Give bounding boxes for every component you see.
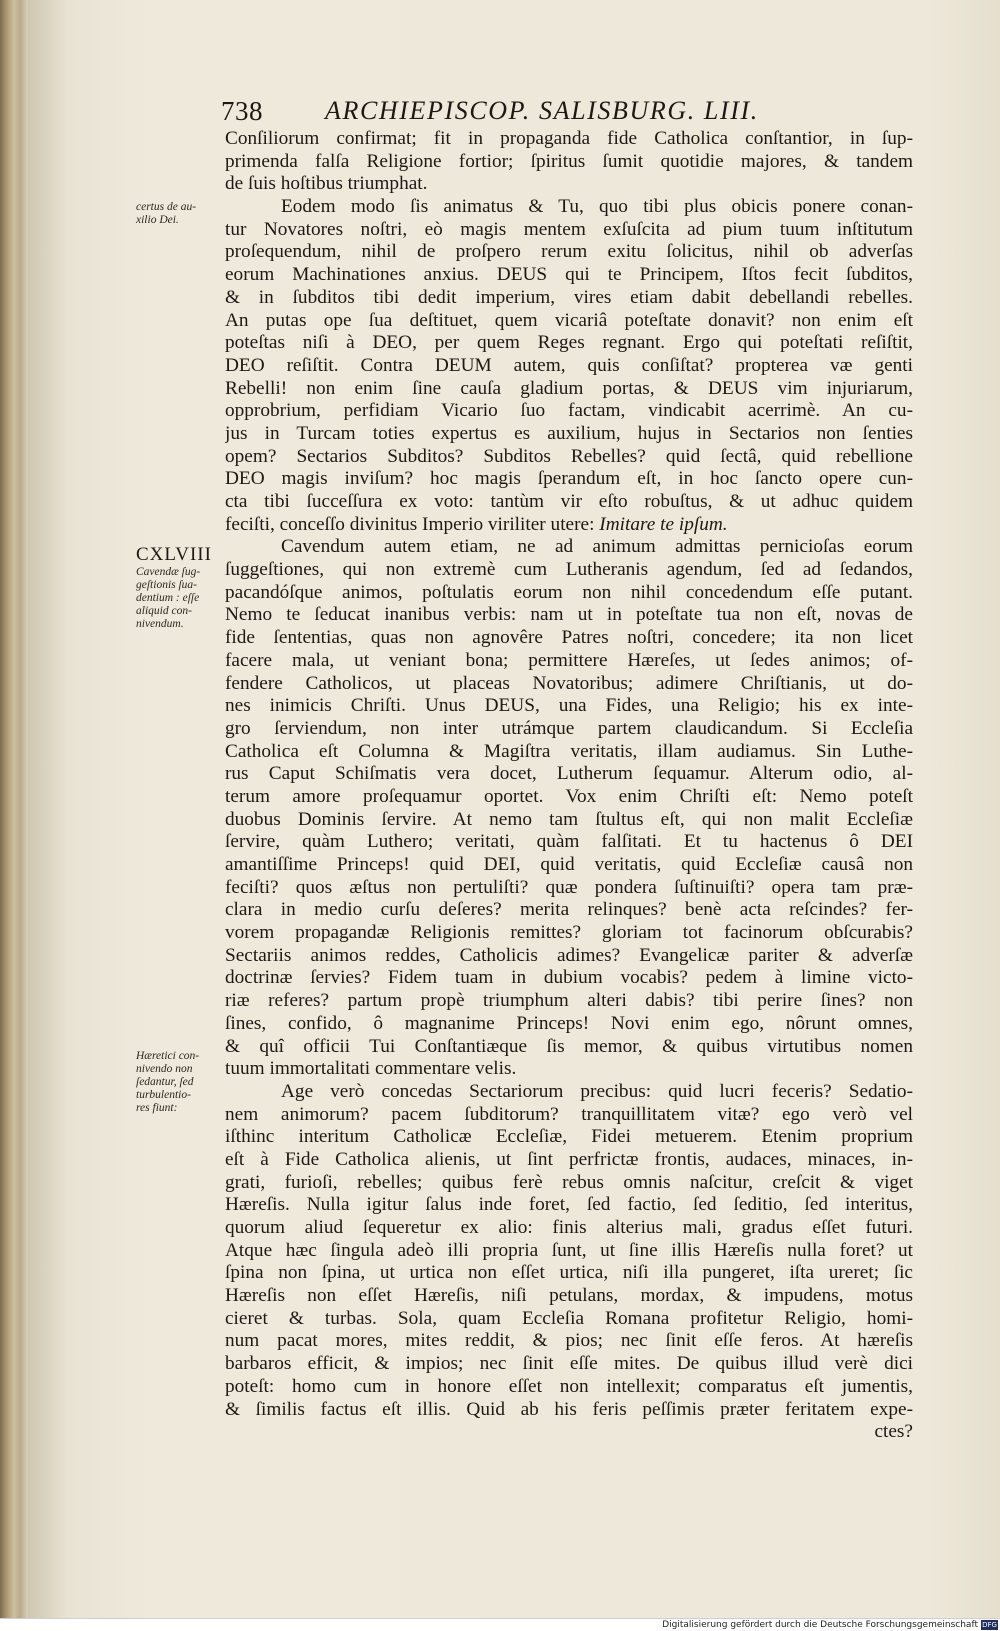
text-line: poteſtas niſi à DEO, per quem Reges regnant. Ergo qui poteſtati reſiſtit,: [225, 332, 913, 354]
text-line: & quî officii Tui Conſtantiæque ſis memor, & quibus virtutibus nomen: [225, 1035, 913, 1057]
text-line: iſthinc interitum Catholicæ Eccleſiæ, Fidei metuerem. Etenim proprium: [225, 1126, 913, 1148]
text-line: ſuggeſtiones, qui non extremè cum Lutheranis agendum, ſed ad ſedandos,: [225, 559, 913, 581]
text-line: pacandóſque animos, poſtulatis eorum non nihil concedendum eſſe putant.: [225, 581, 913, 603]
catchword: ctes?: [874, 1421, 913, 1443]
text-line: riæ referes? partum propè triumphum alteri dabis? tibi perire ſines? non: [225, 990, 913, 1012]
text-line: eſt à Fide Catholica alienis, ut ſint perfrictæ frontis, audaces, minaces, in-: [225, 1148, 913, 1170]
page-header: [221, 96, 921, 128]
text-line: poteſt: homo cum in honore eſſet non intellexit; comparatus eſt jumentis,: [225, 1375, 913, 1397]
text-line: Catholica eſt Columna & Magiſtra veritatis, illam audiamus. Sin Luthe-: [225, 740, 913, 762]
text-line: proſequendum, nihil de proſpero rerum exitu ſolicitus, nihil ob adverſas: [225, 241, 913, 263]
text-line: fide ſententias, quas non agnovêre Patres noſtri, concedere; ita non licet: [225, 627, 913, 649]
section-number: CXLVIII: [136, 544, 212, 565]
text-line: DEO reſiſtit. Contra DEUM autem, quis conſiſtat? propterea væ genti: [225, 354, 913, 376]
text-line: terum amore proſequamur oportet. Vox enim Chriſti eſt: Nemo poteſt: [225, 785, 913, 807]
text-line: fendere Catholicos, ut placeas Novatoribus; adimere Chriſtianis, ut do-: [225, 672, 913, 694]
margin-note-cavendae: Cavendæ ſug- geſtionis ſua- dentium : eſſe aliquid con- nivendum.: [136, 566, 201, 630]
text-line: Nemo te ſeducat inanibus verbis: nam ut in poteſtate tua non eſt, novas de: [225, 604, 913, 626]
text-line: tur Novatores noſtri, eò magis mentem exſuſcita ad pium tuum inſtitutum: [225, 218, 913, 240]
text-line: vorem propagandæ Religionis remittes? gloriam tot facinorum obſcurabis?: [225, 922, 913, 944]
text-line: Hæreſis. Nulla igitur ſalus inde foret, ſed factio, ſed ſeditio, ſed interitus,: [225, 1194, 913, 1216]
text-line: nes inimicis Chriſti. Unus DEUS, una Fides, una Religio; his ex inte-: [225, 695, 913, 717]
text-line: quorum aliud ſequeretur ex alio: finis alterius mali, gradus eſſet futuri.: [225, 1217, 913, 1238]
text-line: & in ſubditos tibi dedit imperium, vires etiam dabit debellandi rebelles.: [225, 286, 913, 308]
book-binding-edge: [0, 0, 28, 1618]
text-line: facere mala, ut veniant bona; permittere Hæreſes, ut ſedes animos; of-: [225, 649, 913, 671]
text-line: grati, furioſi, rebelles; quibus ferè rebus omnis naſcitur, creſcit & viget: [225, 1171, 913, 1193]
text-line: DEO magis inviſum? hoc magis ſperandum eſt, in hoc ſancto opere cun-: [225, 468, 913, 490]
text-line: ſervire, quàm Luthero; veritati, quàm falſitati. Et tu hactenus ô DEI: [225, 831, 913, 853]
text-line: primenda falſa Religione fortior; ſpiritus ſumit quotidie majores, & tandem: [225, 150, 913, 172]
text-line: Sectariis animos reddes, Catholicis adimes? Evangelicæ pariter & adverſæ: [225, 944, 913, 966]
text-line: Hæreſis non eſſet Hæreſis, niſi petulans, mordax, & impudens, motus: [225, 1285, 913, 1307]
text-line: amantiſſime Princeps! quid DEI, quid veritatis, quid Eccleſiæ causâ non: [225, 854, 913, 875]
text-line: nem animorum? pacem ſubditorum? tranquillitatem vitæ? ego verò vel: [225, 1103, 913, 1125]
text-line: opprobrium, perfidiam Vicario ſuo factam, vindicabit acerrimè. An cu-: [225, 400, 913, 422]
margin-note-certus: certus de au- xilio Dei.: [136, 201, 197, 226]
text-line: num pacat mores, mites reddit, & pios; nec ſinit eſſe feros. At hæreſis: [225, 1330, 913, 1352]
text-line: Cavendum autem etiam, ne ad animum admittas pernicioſas eorum: [281, 536, 913, 558]
text-line: cta tibi ſucceſſura ex voto: tantùm vir eſto robuſtus, & ut adhuc quidem: [225, 491, 913, 512]
text-line: rus Caput Schiſmatis vera docet, Lutherum ſequamur. Alterum odio, al-: [225, 763, 913, 785]
italic-quote: Imitare te ipſum.: [599, 513, 728, 535]
text-line: & ſimilis factus eſt illis. Quid ab his feris peſſimis præter feritatem expe-: [225, 1398, 913, 1420]
text-line: An putas ope ſua deſtituet, quem vicariâ poteſtate donavit? non enim eſt: [225, 309, 913, 331]
text-line: Age verò concedas Sectariorum precibus: quid lucri feceris? Sedatio-: [281, 1080, 913, 1102]
text-line: feciſti, conceſſo divinitus Imperio viriliter utere: Imitare te ipſum.: [225, 513, 728, 535]
text-line: tuum immortalitati commentare velis.: [225, 1058, 517, 1080]
text-line: duobus Dominis ſervire. At nemo tam ſtultus eſt, qui non malit Eccleſiæ: [225, 808, 913, 830]
text-line: Atque hæc ſingula adeò illi propria ſunt, ut ſine illis Hæreſis nulla foret? ut: [225, 1239, 913, 1261]
dfg-logo: DFG: [982, 1621, 997, 1629]
text-line: Eodem modo ſis animatus & Tu, quo tibi plus obicis ponere conan-: [281, 196, 913, 218]
text-line: cieret & turbas. Sola, quam Eccleſia Romana profitetur Religio, homi-: [225, 1307, 913, 1329]
digitization-footer: [0, 1618, 1000, 1631]
text-line: de ſuis hoſtibus triumphat.: [225, 173, 428, 195]
text-line: Rebelli! non enim ſine cauſa gladium portas, & DEUS vim injuriarum,: [225, 377, 913, 399]
text-line: doctrinæ ſervies? Fidem tuam in dubium vocabis? pedem à limine victo-: [225, 967, 913, 989]
text-line: ſpina non ſpina, ut urtica non eſſet urtica, niſi illa pungeret, iſta ureret; ſic: [225, 1262, 913, 1284]
text-line: opem? Sectarios Subditos? Subditos Rebelles? quid ſectâ, quid rebellione: [225, 445, 913, 467]
text-line: ſines, confido, ô magnanime Princeps! Novi enim ego, nôrunt omnes,: [225, 1012, 913, 1034]
text-line: gro ſerviendum, non inter utrámque partem claudicandum. Si Eccleſia: [225, 717, 913, 739]
margin-note-haeretici: Hæretici con- nivendo non ſedantur, ſed turbulentio- res fiunt:: [136, 1050, 200, 1114]
text-line: feciſti? quos æſtus non pertuliſti? quæ pondera ſuſtinuiſti? opera tam præ-: [225, 876, 913, 898]
text-line: barbaros efficit, & impios; nec ſinit eſſe mites. De quibus illud verè dici: [225, 1353, 913, 1375]
body-text: [225, 128, 913, 1444]
text-line: clara in medio curſu deſeres? merita relinques? benè acta reſcindes? fer-: [225, 899, 913, 921]
funding-credit: Digitalisierung gefördert durch die Deutsche Forschungsgemeinschaft: [662, 1620, 978, 1630]
page-number: 738: [221, 96, 263, 126]
running-head: ARCHIEPISCOP. SALISBURG. LIII.: [325, 96, 759, 125]
text-line: jus in Turcam toties expertus es auxilium, hujus in Sectarios non ſenties: [225, 422, 913, 444]
text-line: eorum Machinationes anxius. DEUS qui te Principem, Iſtos fecit ſubditos,: [225, 264, 913, 286]
text-line: Conſiliorum confirmat; fit in propaganda fide Catholica conſtantior, in ſup-: [225, 128, 913, 149]
